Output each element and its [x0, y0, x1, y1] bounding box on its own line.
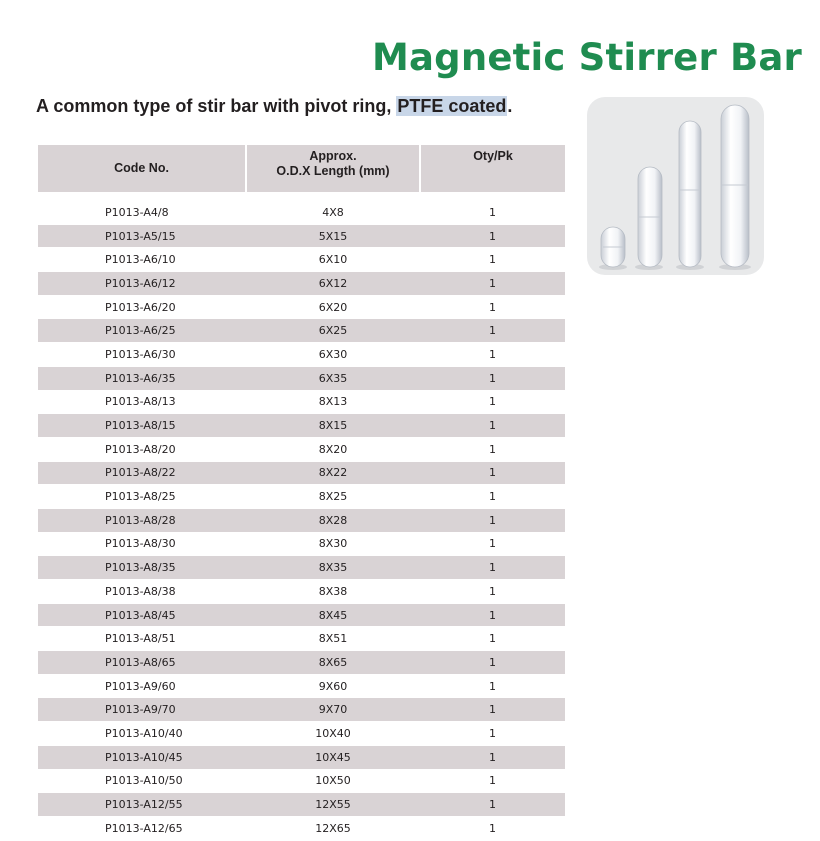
- code-cell: P1013-A5/15: [38, 224, 246, 248]
- header-size-line1: Approx.: [309, 149, 357, 163]
- size-cell: 10X45: [246, 745, 420, 769]
- size-cell: 6X25: [246, 319, 420, 343]
- qty-cell: 1: [420, 201, 565, 225]
- qty-cell: 1: [420, 745, 565, 769]
- qty-cell: 1: [420, 603, 565, 627]
- size-cell: 5X15: [246, 224, 420, 248]
- qty-cell: 1: [420, 390, 565, 414]
- qty-cell: 1: [420, 248, 565, 272]
- table-row: [38, 224, 565, 248]
- qty-cell: 1: [420, 793, 565, 817]
- product-photo: [587, 97, 764, 275]
- qty-cell: 1: [420, 556, 565, 580]
- size-cell: 9X60: [246, 674, 420, 698]
- header-code-no: Code No.: [38, 145, 246, 192]
- code-cell: P1013-A6/20: [38, 295, 246, 319]
- product-description: [36, 96, 512, 117]
- size-cell: 10X40: [246, 722, 420, 746]
- size-cell: 8X35: [246, 556, 420, 580]
- size-cell: 6X12: [246, 272, 420, 296]
- table-row: [38, 580, 565, 604]
- highlighted-text: PTFE coated: [397, 96, 507, 116]
- qty-cell: 1: [420, 816, 565, 840]
- qty-cell: 1: [420, 651, 565, 675]
- code-cell: P1013-A6/30: [38, 343, 246, 367]
- table-row: [38, 745, 565, 769]
- code-cell: P1013-A8/65: [38, 651, 246, 675]
- qty-cell: 1: [420, 769, 565, 793]
- qty-cell: 1: [420, 366, 565, 390]
- stir-bars-illustration: [587, 97, 764, 275]
- size-cell: 8X20: [246, 437, 420, 461]
- table-row: [38, 651, 565, 675]
- qty-cell: 1: [420, 343, 565, 367]
- header-size-line2: O.D.X Length (mm): [276, 164, 390, 178]
- table-row: [38, 627, 565, 651]
- size-cell: 8X30: [246, 532, 420, 556]
- code-cell: P1013-A10/50: [38, 769, 246, 793]
- header-qty-per-pack: Oty/Pk: [420, 145, 565, 192]
- size-cell: 12X55: [246, 793, 420, 817]
- table-row: [38, 556, 565, 580]
- code-cell: P1013-A10/45: [38, 745, 246, 769]
- size-cell: 8X45: [246, 603, 420, 627]
- description-text: A common type of stir bar with pivot ring,: [36, 96, 397, 116]
- size-cell: 8X38: [246, 580, 420, 604]
- code-cell: P1013-A8/45: [38, 603, 246, 627]
- size-cell: 8X22: [246, 461, 420, 485]
- code-cell: P1013-A8/20: [38, 437, 246, 461]
- code-cell: P1013-A6/25: [38, 319, 246, 343]
- size-cell: 8X25: [246, 485, 420, 509]
- qty-cell: 1: [420, 722, 565, 746]
- table-row: [38, 722, 565, 746]
- qty-cell: 1: [420, 674, 565, 698]
- table-row: [38, 603, 565, 627]
- code-cell: P1013-A8/25: [38, 485, 246, 509]
- size-cell: 12X65: [246, 816, 420, 840]
- size-cell: 6X30: [246, 343, 420, 367]
- table-row: [38, 437, 565, 461]
- table-row: [38, 343, 565, 367]
- qty-cell: 1: [420, 627, 565, 651]
- table-header-row: [38, 145, 565, 192]
- table-row: [38, 461, 565, 485]
- code-cell: P1013-A8/15: [38, 414, 246, 438]
- table-row: [38, 769, 565, 793]
- qty-cell: 1: [420, 437, 565, 461]
- table-row: [38, 414, 565, 438]
- size-cell: 8X15: [246, 414, 420, 438]
- qty-cell: 1: [420, 295, 565, 319]
- table-row: [38, 319, 565, 343]
- size-cell: 6X35: [246, 366, 420, 390]
- table-row: [38, 248, 565, 272]
- qty-cell: 1: [420, 224, 565, 248]
- table-row: [38, 485, 565, 509]
- qty-cell: 1: [420, 508, 565, 532]
- stir-bar-large: [679, 121, 701, 267]
- size-cell: 10X50: [246, 769, 420, 793]
- qty-cell: 1: [420, 272, 565, 296]
- stir-bar-xlarge: [721, 105, 749, 267]
- table-row: [38, 390, 565, 414]
- size-cell: 8X28: [246, 508, 420, 532]
- code-cell: P1013-A6/12: [38, 272, 246, 296]
- code-cell: P1013-A9/60: [38, 674, 246, 698]
- qty-cell: 1: [420, 580, 565, 604]
- header-spacer: [38, 192, 565, 201]
- code-cell: P1013-A12/55: [38, 793, 246, 817]
- code-cell: P1013-A12/65: [38, 816, 246, 840]
- qty-cell: 1: [420, 414, 565, 438]
- size-cell: 9X70: [246, 698, 420, 722]
- size-cell: 6X20: [246, 295, 420, 319]
- size-cell: 8X13: [246, 390, 420, 414]
- table-row: [38, 532, 565, 556]
- specification-table: [38, 145, 565, 841]
- table-row: [38, 793, 565, 817]
- code-cell: P1013-A10/40: [38, 722, 246, 746]
- table-row: [38, 508, 565, 532]
- table-row: [38, 366, 565, 390]
- size-cell: 4X8: [246, 201, 420, 225]
- qty-cell: 1: [420, 532, 565, 556]
- size-cell: 8X51: [246, 627, 420, 651]
- code-cell: P1013-A4/8: [38, 201, 246, 225]
- page-title: Magnetic Stirrer Bar: [371, 36, 802, 79]
- header-size: [246, 145, 420, 192]
- table-row: [38, 295, 565, 319]
- code-cell: P1013-A8/38: [38, 580, 246, 604]
- qty-cell: 1: [420, 461, 565, 485]
- code-cell: P1013-A8/35: [38, 556, 246, 580]
- table-row: [38, 201, 565, 225]
- qty-cell: 1: [420, 485, 565, 509]
- code-cell: P1013-A8/13: [38, 390, 246, 414]
- table-row: [38, 816, 565, 840]
- code-cell: P1013-A6/10: [38, 248, 246, 272]
- table-row: [38, 698, 565, 722]
- description-end: .: [507, 96, 513, 116]
- size-cell: 6X10: [246, 248, 420, 272]
- size-cell: 8X65: [246, 651, 420, 675]
- code-cell: P1013-A8/28: [38, 508, 246, 532]
- qty-cell: 1: [420, 698, 565, 722]
- code-cell: P1013-A6/35: [38, 366, 246, 390]
- code-cell: P1013-A8/51: [38, 627, 246, 651]
- code-cell: P1013-A8/22: [38, 461, 246, 485]
- table-row: [38, 674, 565, 698]
- spacer-cell: [38, 192, 565, 201]
- table-row: [38, 272, 565, 296]
- code-cell: P1013-A8/30: [38, 532, 246, 556]
- code-cell: P1013-A9/70: [38, 698, 246, 722]
- qty-cell: 1: [420, 319, 565, 343]
